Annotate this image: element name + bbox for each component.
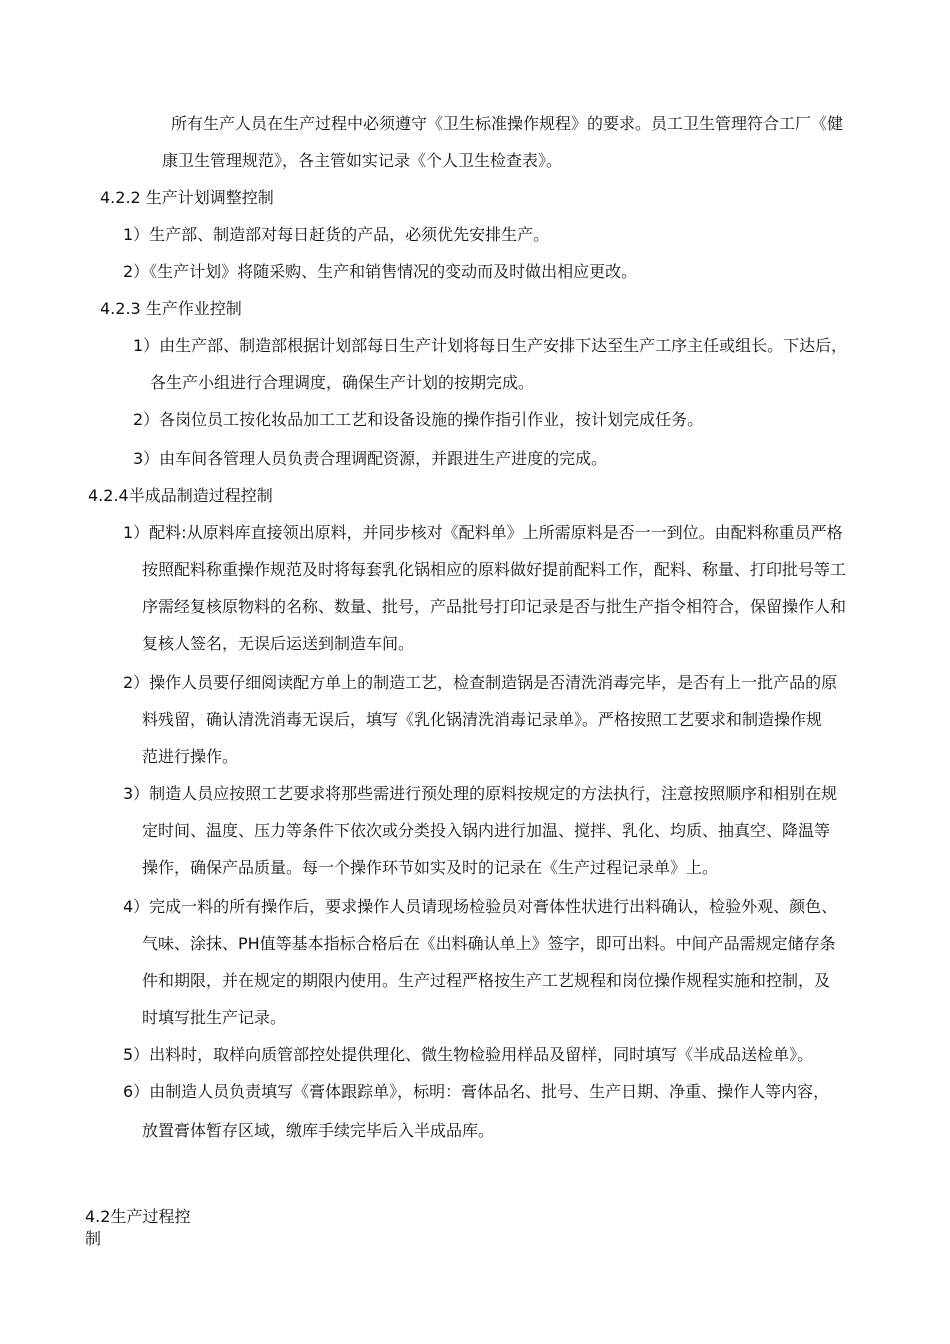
s422-item-2: 2）《生产计划》将随采购、生产和销售情况的变动而及时做出相应更改。 bbox=[123, 262, 638, 281]
s423-item-3: 3）由车间各管理人员负责合理调配资源，并跟进生产进度的完成。 bbox=[133, 449, 608, 468]
s424-item-3-line-2: 定时间、温度、压力等条件下依次或分类投入锅内进行加温、搅拌、乳化、均质、抽真空、降温等 bbox=[142, 821, 831, 840]
s424-item-1-line-3: 序需经复核原物料的名称、数量、批号，产品批号打印记录是否与批生产指令相符合，保留操作人和 bbox=[142, 597, 847, 616]
s422-item-1: 1）生产部、制造部对每日赶货的产品，必须优先安排生产。 bbox=[123, 225, 550, 244]
footer-label-line-1: 4.2生产过程控 bbox=[85, 1207, 191, 1226]
intro-line-1: 所有生产人员在生产过程中必须遵守《卫生标准操作规程》的要求。员工卫生管理符合工厂《健 bbox=[171, 114, 844, 133]
s424-item-3-line-1: 3）制造人员应按照工艺要求将那些需进行预处理的原料按规定的方法执行，注意按照顺序和相别在规 bbox=[123, 784, 838, 803]
section-4-2-4-heading: 4.2.4半成品制造过程控制 bbox=[88, 486, 273, 505]
s424-item-4-line-2: 气味、涂抹、PH值等基本指标合格后在《出料确认单上》签字，即可出料。中间产品需规定储存条 bbox=[142, 934, 836, 953]
s423-item-2: 2）各岗位员工按化妆品加工工艺和设备设施的操作指引作业，按计划完成任务。 bbox=[133, 410, 704, 429]
s424-item-2-line-2: 料残留，确认清洗消毒无误后，填写《乳化锅清洗消毒记录单》。严格按照工艺要求和制造操作规 bbox=[142, 710, 823, 729]
s424-item-6-line-2: 放置膏体暂存区域，缴库手续完毕后入半成品库。 bbox=[142, 1121, 495, 1140]
s424-item-6-line-1: 6）由制造人员负责填写《膏体跟踪单》，标明：膏体品名、批号、生产日期、净重、操作人等内容， bbox=[123, 1082, 830, 1101]
s424-item-4-line-3: 件和期限，并在规定的期限内使用。生产过程严格按生产工艺规程和岗位操作规程实施和控制，及 bbox=[142, 971, 831, 990]
footer-label bbox=[85, 1206, 190, 1250]
s424-item-1-line-4: 复核人签名，无误后运送到制造车间。 bbox=[142, 634, 415, 653]
s424-item-1-line-1: 1）配料:从原料库直接领出原料，并同步核对《配料单》上所需原料是否一一到位。由配料称重员严格 bbox=[123, 523, 843, 542]
footer-label-line-2: 制 bbox=[85, 1229, 102, 1248]
intro-line-2: 康卫生管理规范》，各主管如实记录《个人卫生检查表》。 bbox=[162, 151, 563, 170]
s424-item-4-line-4: 时填写批生产记录。 bbox=[142, 1008, 287, 1027]
s424-item-2-line-1: 2）操作人员要仔细阅读配方单上的制造工艺，检查制造锅是否清洗消毒完毕，是否有上一批产品的原 bbox=[123, 673, 838, 692]
s424-item-4-line-1: 4）完成一料的所有操作后，要求操作人员请现场检验员对膏体性状进行出料确认，检验外观、颜色、 bbox=[123, 897, 838, 916]
s424-item-5: 5）出料时，取样向质管部控处提供理化、微生物检验用样品及留样，同时填写《半成品送检单》。 bbox=[123, 1045, 814, 1064]
section-4-2-3-heading: 4.2.3 生产作业控制 bbox=[100, 299, 242, 318]
s424-item-3-line-3: 操作，确保产品质量。每一个操作环节如实及时的记录在《生产过程记录单》上。 bbox=[142, 858, 719, 877]
section-4-2-2-heading: 4.2.2 生产计划调整控制 bbox=[100, 188, 274, 207]
s423-item-1-line-1: 1）由生产部、制造部根据计划部每日生产计划将每日生产安排下达至生产工序主任或组长。下达后， bbox=[133, 336, 848, 355]
s423-item-1-line-2: 各生产小组进行合理调度，确保生产计划的按期完成。 bbox=[150, 373, 535, 392]
s424-item-2-line-3: 范进行操作。 bbox=[142, 747, 239, 766]
s424-item-1-line-2: 按照配料称重操作规范及时将每套乳化锅相应的原料做好提前配料工作，配料、称量、打印批号等工 bbox=[142, 560, 847, 579]
